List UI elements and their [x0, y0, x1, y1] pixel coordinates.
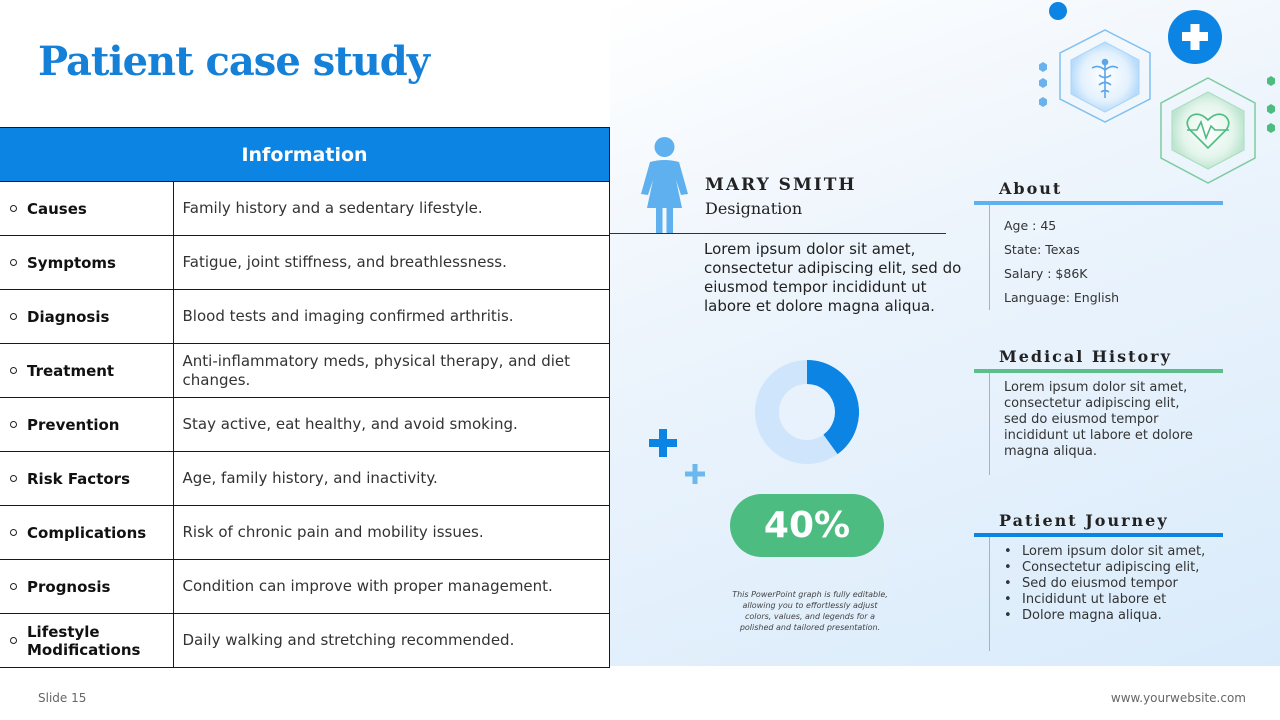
- table-row: [0, 614, 610, 668]
- circle-bullet-icon: [10, 475, 17, 482]
- row-value: Anti-inflammatory meds, physical therapy, and diet changes.: [173, 344, 610, 398]
- circle-bullet-icon: [10, 259, 17, 266]
- journey-item: • Lorem ipsum dolor sit amet,: [1004, 544, 1205, 560]
- person-icon: [640, 136, 689, 234]
- row-label: Treatment: [27, 361, 115, 380]
- about-item: State: Texas: [1004, 242, 1080, 257]
- table-row: [0, 236, 610, 290]
- row-value: Stay active, eat healthy, and avoid smoking.: [173, 398, 610, 452]
- medical-hexagon-decoration: [1030, 0, 1280, 190]
- donut-chart: [755, 360, 859, 464]
- table-row: [0, 506, 610, 560]
- medical-history-vline: [989, 373, 990, 475]
- circle-bullet-icon: [10, 583, 17, 590]
- row-label: Causes: [27, 199, 87, 218]
- dot-icon: [1049, 2, 1067, 20]
- row-label: Prognosis: [27, 577, 111, 596]
- row-value: Condition can improve with proper management.: [173, 560, 610, 614]
- about-underline: [974, 201, 1223, 205]
- table-header: Information: [0, 128, 610, 182]
- patient-journey-vline: [989, 537, 990, 651]
- about-list: [1004, 215, 1119, 311]
- journey-item: • Consectetur adipiscing elit,: [1004, 560, 1205, 576]
- website-link[interactable]: www.yourwebsite.com: [1110, 691, 1246, 705]
- table-row: [0, 290, 610, 344]
- row-label: Lifestyle Modifications: [27, 622, 141, 659]
- row-label: Prevention: [27, 415, 120, 434]
- table-row: [0, 452, 610, 506]
- row-value: Age, family history, and inactivity.: [173, 452, 610, 506]
- row-value: Risk of chronic pain and mobility issues.: [173, 506, 610, 560]
- patient-name: MARY SMITH: [705, 175, 857, 195]
- patient-designation: Designation: [705, 199, 803, 218]
- table-row: [0, 182, 610, 236]
- table-row: [0, 398, 610, 452]
- about-item: Salary : $86K: [1004, 266, 1088, 281]
- info-table: [0, 127, 610, 668]
- plus-icon: [685, 464, 705, 484]
- circle-bullet-icon: [10, 421, 17, 428]
- about-vline: [989, 205, 990, 310]
- row-value: Family history and a sedentary lifestyle.: [173, 182, 610, 236]
- patient-journey-list: [1004, 544, 1205, 624]
- medical-history-text: Lorem ipsum dolor sit amet, consectetur adipiscing elit, sed do eiusmod tempor incididunt ut labore et dolore magna aliqua.: [1004, 380, 1193, 459]
- circle-bullet-icon: [10, 637, 17, 644]
- circle-bullet-icon: [10, 529, 17, 536]
- divider: [610, 233, 946, 234]
- row-value: Fatigue, joint stiffness, and breathlessness.: [173, 236, 610, 290]
- patient-journey-underline: [974, 533, 1223, 537]
- about-item: Language: English: [1004, 290, 1120, 305]
- page-title: Patient case study: [38, 38, 429, 85]
- plus-icon: [649, 429, 677, 457]
- circle-bullet-icon: [10, 313, 17, 320]
- table-row: [0, 344, 610, 398]
- about-item: Age : 45: [1004, 218, 1057, 233]
- journey-item: • Incididunt ut labore et: [1004, 592, 1205, 608]
- table-row: [0, 560, 610, 614]
- row-label: Symptoms: [27, 253, 116, 272]
- about-title: About: [999, 179, 1063, 198]
- chart-note: This PowerPoint graph is fully editable, allowing you to effortlessly adjust colors, values, and legends for a polished and tailored presentation.: [732, 590, 888, 632]
- row-label: Diagnosis: [27, 307, 110, 326]
- table-header-row: [0, 128, 610, 182]
- medical-history-underline: [974, 369, 1223, 373]
- circle-bullet-icon: [10, 367, 17, 374]
- row-label: Risk Factors: [27, 469, 131, 488]
- journey-item: • Dolore magna aliqua.: [1004, 608, 1205, 624]
- donut-value-arc: [807, 372, 847, 444]
- row-value: Daily walking and stretching recommended.: [173, 614, 610, 668]
- percent-badge: 40%: [730, 494, 884, 557]
- patient-description: Lorem ipsum dolor sit amet, consectetur adipiscing elit, sed do eiusmod tempor incididunt ut labore et dolore magna aliqua.: [704, 240, 962, 315]
- row-label: Complications: [27, 523, 147, 542]
- patient-journey-title: Patient Journey: [999, 511, 1169, 530]
- journey-item: • Sed do eiusmod tempor: [1004, 576, 1205, 592]
- row-value: Blood tests and imaging confirmed arthritis.: [173, 290, 610, 344]
- circle-bullet-icon: [10, 205, 17, 212]
- slide-number: Slide 15: [38, 691, 87, 705]
- medical-history-title: Medical History: [999, 347, 1172, 366]
